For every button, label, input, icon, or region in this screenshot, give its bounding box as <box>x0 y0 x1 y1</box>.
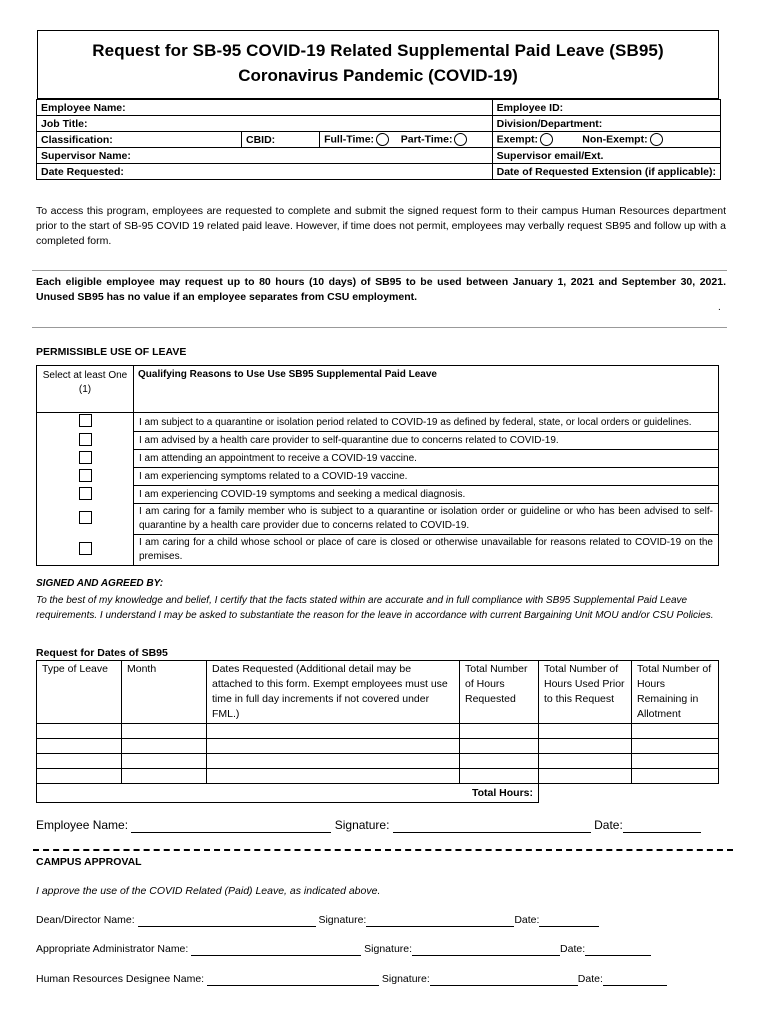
form-subtitle: Coronavirus Pandemic (COVID-19) <box>238 66 518 85</box>
reasons-table <box>36 365 719 566</box>
signed-text: To the best of my knowledge and belief, I certify that the facts stated within are accurate and in full compliance with SB95 Supplemental Paid Leave requirements. I understand I may be asked to substantiate the reason for the leave in accordance with current Bargaining Unit MOU and/or CSU Policies. <box>36 595 714 621</box>
reason-row <box>37 432 719 450</box>
form-title: Request for SB-95 COVID-19 Related Supplemental Paid Leave (SB95) <box>92 41 664 60</box>
reason-text: I am subject to a quarantine or isolation period related to COVID-19 as defined by federal, state, or local orders or guidelines. <box>134 413 719 432</box>
reason-row <box>37 504 719 535</box>
reasons-column-header: Qualifying Reasons to Use Use SB95 Supplemental Paid Leave <box>134 366 719 413</box>
dates-heading: Request for Dates of SB95 <box>36 647 168 659</box>
hr-name-blank[interactable] <box>207 973 379 986</box>
part-time-label: Part-Time: <box>400 133 453 146</box>
employee-name-label: Employee Name: <box>36 818 129 832</box>
dean-name-blank[interactable] <box>138 914 316 927</box>
reason-checkbox-1[interactable] <box>79 414 92 427</box>
dean-signature-blank[interactable] <box>366 914 514 927</box>
reason-checkbox-6[interactable] <box>79 511 92 524</box>
dean-date-label: Date: <box>514 914 540 926</box>
signed-heading: SIGNED AND AGREED BY: <box>36 578 164 589</box>
reason-text: I am experiencing symptoms related to a COVID-19 vaccine. <box>134 468 719 486</box>
admin-signature-label: Signature: <box>364 943 413 955</box>
employee-signature-blank[interactable] <box>393 818 591 833</box>
dean-approval-line <box>36 914 599 927</box>
admin-approval-line <box>36 943 651 956</box>
classification-field[interactable]: Classification: <box>37 132 242 148</box>
hr-date-label: Date: <box>577 973 603 985</box>
reason-row <box>37 413 719 432</box>
reason-text: I am advised by a health care provider to self-quarantine due to concerns related to COVID-19. <box>134 432 719 450</box>
employee-signature-label: Signature: <box>334 818 390 832</box>
reason-text: I am caring for a family member who is subject to a quarantine or isolation order or guideline or who has been advised to self-quarantine by a health care provider due to concerns related to COVID-19. <box>134 504 719 535</box>
hours-remaining-header: Total Number of Hours Remaining in Allotment <box>632 661 719 724</box>
reason-row <box>37 468 719 486</box>
full-time-label: Full-Time: <box>324 133 375 146</box>
table-row <box>37 739 719 754</box>
employment-status <box>320 132 493 148</box>
campus-approval-heading: CAMPUS APPROVAL <box>36 856 142 868</box>
divider <box>32 327 727 328</box>
full-time-radio[interactable] <box>376 133 389 146</box>
reason-checkbox-3[interactable] <box>79 451 92 464</box>
extension-date-field[interactable]: Date of Requested Extension (if applicable): <box>492 164 720 180</box>
division-field[interactable]: Division/Department: <box>492 116 720 132</box>
intro-paragraph: To access this program, employees are requested to complete and submit the signed request form to their campus Human Resources department prior to the start of SB-95 COVID 19 related paid leave. However, if time does not permit, employees may verbally request SB95 and follow up with a completed form. <box>36 205 726 247</box>
dates-table <box>36 660 719 803</box>
hr-signature-blank[interactable] <box>430 973 578 986</box>
total-hours-label: Total Hours: <box>37 784 539 803</box>
table-row <box>37 724 719 739</box>
exempt-status <box>492 132 720 148</box>
reason-row <box>37 450 719 468</box>
approval-statement: I approve the use of the COVID Related (Paid) Leave, as indicated above. <box>36 885 381 897</box>
supervisor-name-field[interactable]: Supervisor Name: <box>37 148 493 164</box>
table-row <box>37 754 719 769</box>
exempt-label: Exempt: <box>496 133 539 146</box>
part-time-radio[interactable] <box>454 133 467 146</box>
title-box <box>37 30 719 99</box>
job-title-field[interactable]: Job Title: <box>37 116 320 132</box>
reason-text: I am caring for a child whose school or place of care is closed or otherwise unavailable for reasons related to COVID-19 on the premises. <box>134 535 719 566</box>
eligibility-paragraph: Each eligible employee may request up to 80 hours (10 days) of SB95 to be used between January 1, 2021 and September 30, 2021. Unused SB95 has no value if an employee separates from CSU employment. <box>36 276 726 303</box>
reason-row <box>37 535 719 566</box>
admin-name-label: Appropriate Administrator Name: <box>36 943 189 955</box>
non-exempt-label: Non-Exempt: <box>582 133 648 146</box>
dean-date-blank[interactable] <box>539 914 599 927</box>
employee-date-label: Date: <box>594 818 623 832</box>
hr-signature-label: Signature: <box>381 973 430 985</box>
dean-signature-label: Signature: <box>318 914 367 926</box>
date-requested-field[interactable]: Date Requested: <box>37 164 493 180</box>
divider <box>32 270 727 271</box>
reason-checkbox-2[interactable] <box>79 433 92 446</box>
employee-name-field[interactable]: Employee Name: <box>37 100 493 116</box>
employee-info-table <box>36 99 721 180</box>
permissible-heading: PERMISSIBLE USE OF LEAVE <box>36 346 187 358</box>
exempt-radio[interactable] <box>540 133 553 146</box>
dean-name-label: Dean/Director Name: <box>36 914 135 926</box>
cbid-field[interactable]: CBID: <box>241 132 319 148</box>
admin-name-blank[interactable] <box>191 943 361 956</box>
employee-id-field[interactable]: Employee ID: <box>492 100 720 116</box>
month-header: Month <box>122 661 207 724</box>
hours-used-header: Total Number of Hours Used Prior to this Request <box>539 661 632 724</box>
non-exempt-radio[interactable] <box>650 133 663 146</box>
table-row <box>37 769 719 784</box>
employee-date-blank[interactable] <box>623 818 701 833</box>
hr-name-label: Human Resources Designee Name: <box>36 973 205 985</box>
dates-requested-header: Dates Requested (Additional detail may be attached to this form. Exempt employees must use time in full day increments if not covered under FML.) <box>207 661 460 724</box>
cut-line <box>33 849 733 851</box>
hr-approval-line <box>36 973 667 986</box>
reason-checkbox-7[interactable] <box>79 542 92 555</box>
reason-text: I am attending an appointment to receive a COVID-19 vaccine. <box>134 450 719 468</box>
select-column-header: Select at least One (1) <box>37 366 134 413</box>
supervisor-email-field[interactable]: Supervisor email/Ext. <box>492 148 720 164</box>
admin-date-blank[interactable] <box>585 943 651 956</box>
stray-mark: . <box>718 302 721 313</box>
employee-signature-line <box>36 818 701 833</box>
reason-checkbox-4[interactable] <box>79 469 92 482</box>
employee-name-blank[interactable] <box>131 818 331 833</box>
admin-signature-blank[interactable] <box>412 943 560 956</box>
hr-date-blank[interactable] <box>603 973 667 986</box>
admin-date-label: Date: <box>560 943 586 955</box>
reason-text: I am experiencing COVID-19 symptoms and seeking a medical diagnosis. <box>134 486 719 504</box>
type-of-leave-header: Type of Leave <box>37 661 122 724</box>
hours-requested-header: Total Number of Hours Requested <box>460 661 539 724</box>
reason-row <box>37 486 719 504</box>
reason-checkbox-5[interactable] <box>79 487 92 500</box>
